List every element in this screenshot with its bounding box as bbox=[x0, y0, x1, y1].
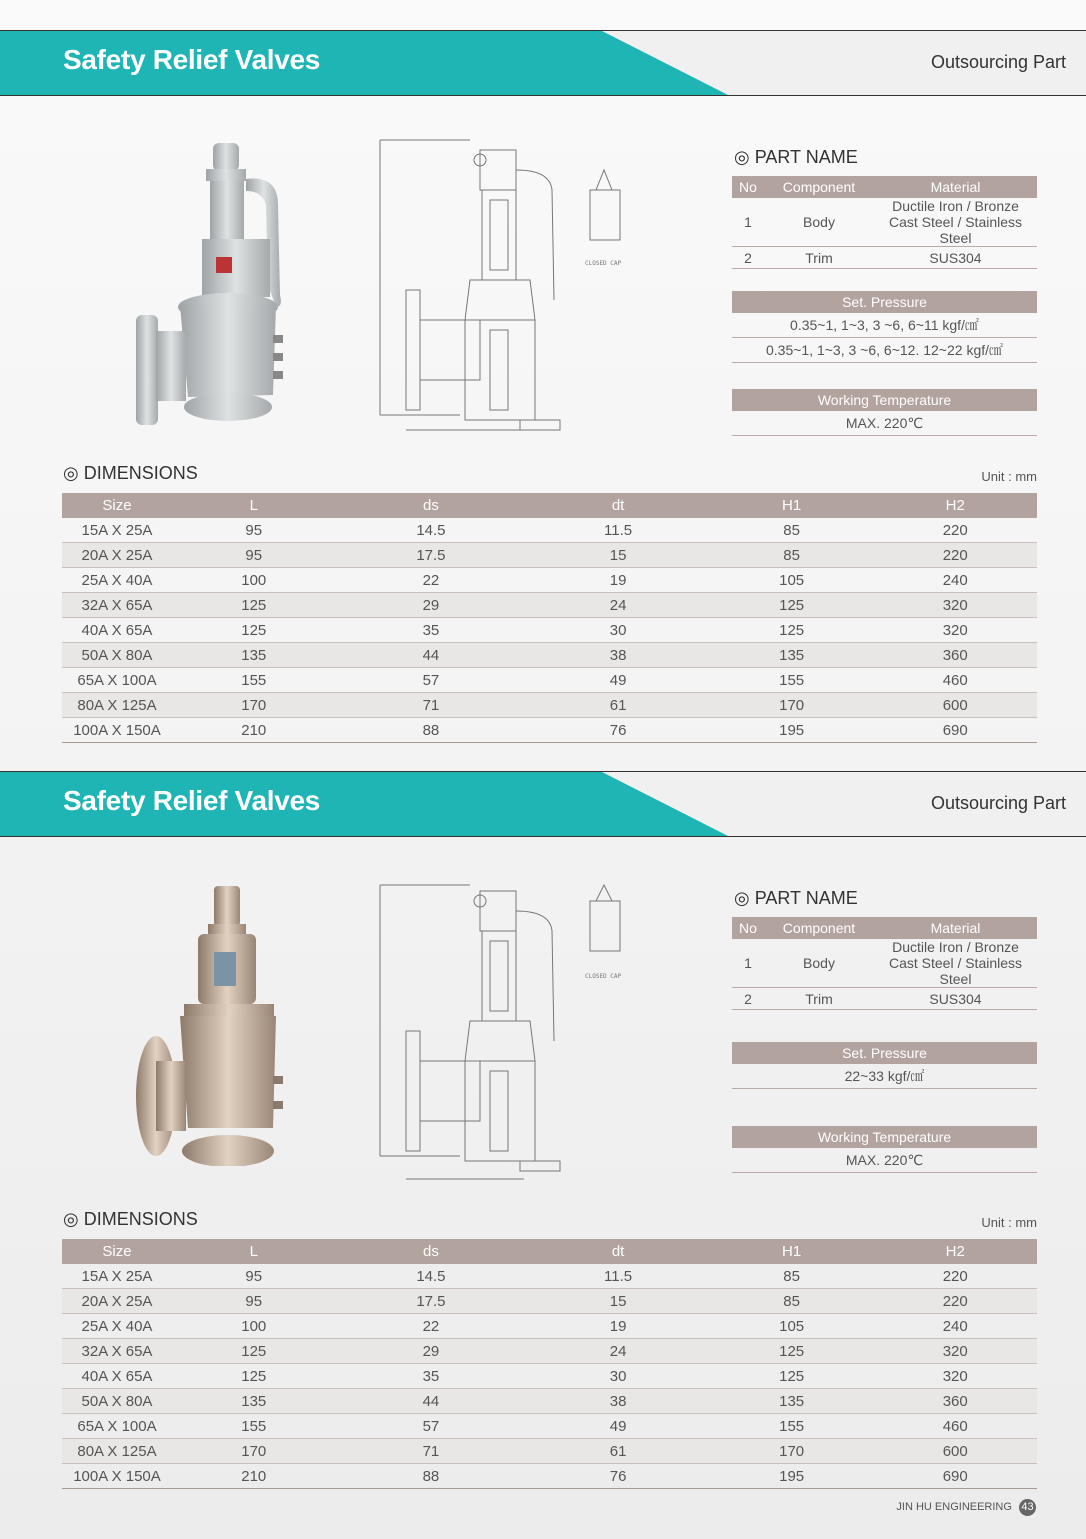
dimension-cell: 20A X 25A bbox=[62, 543, 172, 568]
part-no: 1 bbox=[732, 939, 764, 988]
dimension-cell: 155 bbox=[172, 1414, 336, 1439]
dimension-cell: 65A X 100A bbox=[62, 668, 172, 693]
set-pressure-value: 0.35~1, 1~3, 3 ~6, 6~11 kgf/㎠ bbox=[732, 313, 1037, 338]
dimension-cell: 220 bbox=[873, 543, 1037, 568]
set-pressure-heading: Set. Pressure bbox=[732, 1042, 1037, 1064]
dimension-cell: 25A X 40A bbox=[62, 1314, 172, 1339]
dimension-cell: 220 bbox=[873, 518, 1037, 543]
dimension-row bbox=[62, 1414, 1037, 1439]
dimension-cell: 360 bbox=[873, 1389, 1037, 1414]
dimension-row bbox=[62, 718, 1037, 743]
part-row bbox=[732, 247, 1037, 269]
dimension-cell: 14.5 bbox=[336, 518, 527, 543]
dimensions-body bbox=[62, 1264, 1037, 1489]
dimension-cell: 80A X 125A bbox=[62, 1439, 172, 1464]
dimension-row bbox=[62, 568, 1037, 593]
working-temperature-heading: Working Temperature bbox=[732, 389, 1037, 411]
dimension-cell: 88 bbox=[336, 718, 527, 743]
dimension-cell: 240 bbox=[873, 568, 1037, 593]
dimension-cell: 15A X 25A bbox=[62, 1264, 172, 1289]
unit-label: Unit : mm bbox=[981, 469, 1037, 484]
dimension-cell: 155 bbox=[710, 1414, 874, 1439]
set-pressure-value: 22~33 kgf/㎠ bbox=[732, 1064, 1037, 1089]
dimension-cell: 32A X 65A bbox=[62, 1339, 172, 1364]
dimension-cell: 20A X 25A bbox=[62, 1289, 172, 1314]
section-header bbox=[0, 771, 1086, 837]
dimension-cell: 29 bbox=[336, 1339, 527, 1364]
dimension-cell: 76 bbox=[526, 1464, 710, 1489]
dimension-cell: 240 bbox=[873, 1314, 1037, 1339]
dimension-cell: 19 bbox=[526, 1314, 710, 1339]
col-h2: H2 bbox=[873, 493, 1037, 518]
dimension-cell: 30 bbox=[526, 1364, 710, 1389]
dimension-cell: 35 bbox=[336, 1364, 527, 1389]
dimension-cell: 57 bbox=[336, 668, 527, 693]
dimension-cell: 22 bbox=[336, 1314, 527, 1339]
col-h1: H1 bbox=[710, 1239, 874, 1264]
dimension-cell: 125 bbox=[172, 618, 336, 643]
section-title: Safety Relief Valves bbox=[63, 785, 321, 816]
col-material: Material bbox=[874, 176, 1037, 198]
part-name-heading: ◎ PART NAME bbox=[734, 147, 858, 167]
dimension-cell: 35 bbox=[336, 618, 527, 643]
dimension-cell: 220 bbox=[873, 1289, 1037, 1314]
dimension-cell: 76 bbox=[526, 718, 710, 743]
part-material: SUS304 bbox=[874, 247, 1037, 269]
dimension-cell: 320 bbox=[873, 1364, 1037, 1389]
dimension-row bbox=[62, 668, 1037, 693]
dimension-cell: 14.5 bbox=[336, 1264, 527, 1289]
dimension-cell: 49 bbox=[526, 668, 710, 693]
dimension-cell: 100 bbox=[172, 1314, 336, 1339]
set-pressure-heading: Set. Pressure bbox=[732, 291, 1037, 313]
product-section-2 bbox=[0, 771, 1086, 1511]
part-name-heading: ◎ PART NAME bbox=[734, 888, 858, 908]
dimension-cell: 38 bbox=[526, 1389, 710, 1414]
part-material bbox=[874, 939, 1037, 988]
dimension-cell: 195 bbox=[710, 1464, 874, 1489]
valve-cross-section-drawing bbox=[370, 871, 660, 1181]
dimension-cell: 85 bbox=[710, 518, 874, 543]
part-name-table bbox=[732, 176, 1037, 269]
dimensions-heading: ◎ DIMENSIONS bbox=[63, 463, 198, 483]
dimension-cell: 155 bbox=[172, 668, 336, 693]
col-component: Component bbox=[764, 917, 874, 939]
dimension-row bbox=[62, 1289, 1037, 1314]
dimension-cell: 15A X 25A bbox=[62, 518, 172, 543]
col-size: Size bbox=[62, 1239, 172, 1264]
dimension-cell: 49 bbox=[526, 1414, 710, 1439]
dimension-cell: 210 bbox=[172, 718, 336, 743]
working-temperature-heading: Working Temperature bbox=[732, 1126, 1037, 1148]
dimension-cell: 600 bbox=[873, 693, 1037, 718]
col-size: Size bbox=[62, 493, 172, 518]
dimension-cell: 80A X 125A bbox=[62, 693, 172, 718]
dimensions-table bbox=[62, 1239, 1037, 1489]
col-l: L bbox=[172, 1239, 336, 1264]
dimension-cell: 38 bbox=[526, 643, 710, 668]
dimension-cell: 220 bbox=[873, 1264, 1037, 1289]
dimension-cell: 50A X 80A bbox=[62, 1389, 172, 1414]
dimension-cell: 210 bbox=[172, 1464, 336, 1489]
dimension-cell: 11.5 bbox=[526, 518, 710, 543]
dimension-cell: 85 bbox=[710, 1264, 874, 1289]
dimension-cell: 57 bbox=[336, 1414, 527, 1439]
dimension-cell: 125 bbox=[172, 593, 336, 618]
dimension-cell: 44 bbox=[336, 643, 527, 668]
dimension-cell: 170 bbox=[710, 693, 874, 718]
dimension-cell: 100 bbox=[172, 568, 336, 593]
dimension-cell: 105 bbox=[710, 568, 874, 593]
valve-cross-section-drawing bbox=[370, 130, 660, 440]
part-material-line: Ductile Iron / Bronze bbox=[892, 198, 1019, 214]
dimension-cell: 25A X 40A bbox=[62, 568, 172, 593]
part-table-header bbox=[732, 176, 1037, 198]
valve-photo bbox=[128, 135, 298, 425]
part-row bbox=[732, 988, 1037, 1010]
dimension-row bbox=[62, 1364, 1037, 1389]
dimension-cell: 29 bbox=[336, 593, 527, 618]
col-dt: dt bbox=[526, 493, 710, 518]
closed-cap-label: CLOSED CAP bbox=[585, 260, 622, 267]
dimension-cell: 155 bbox=[710, 668, 874, 693]
dimension-cell: 320 bbox=[873, 1339, 1037, 1364]
dimension-cell: 65A X 100A bbox=[62, 1414, 172, 1439]
part-component: Trim bbox=[764, 247, 874, 269]
dimension-cell: 460 bbox=[873, 668, 1037, 693]
dimension-row bbox=[62, 543, 1037, 568]
dimension-row bbox=[62, 593, 1037, 618]
dimension-cell: 32A X 65A bbox=[62, 593, 172, 618]
set-pressure-value: 0.35~1, 1~3, 3 ~6, 6~12. 12~22 kgf/㎠ bbox=[732, 338, 1037, 363]
dimension-row bbox=[62, 1464, 1037, 1489]
dimension-cell: 50A X 80A bbox=[62, 643, 172, 668]
dimension-cell: 195 bbox=[710, 718, 874, 743]
dimension-cell: 17.5 bbox=[336, 1289, 527, 1314]
col-dt: dt bbox=[526, 1239, 710, 1264]
part-component: Body bbox=[764, 939, 874, 988]
dimensions-header-row bbox=[62, 493, 1037, 518]
dimensions-body bbox=[62, 518, 1037, 743]
dimension-cell: 24 bbox=[526, 593, 710, 618]
dimension-cell: 11.5 bbox=[526, 1264, 710, 1289]
dimension-cell: 125 bbox=[710, 1339, 874, 1364]
dimension-cell: 320 bbox=[873, 593, 1037, 618]
dimension-cell: 19 bbox=[526, 568, 710, 593]
part-name-table bbox=[732, 917, 1037, 1010]
dimension-cell: 17.5 bbox=[336, 543, 527, 568]
dimension-cell: 460 bbox=[873, 1414, 1037, 1439]
working-temperature-value: MAX. 220℃ bbox=[732, 1148, 1037, 1173]
dimension-cell: 125 bbox=[172, 1364, 336, 1389]
dimension-row bbox=[62, 1339, 1037, 1364]
dimension-cell: 40A X 65A bbox=[62, 1364, 172, 1389]
dimension-cell: 85 bbox=[710, 1289, 874, 1314]
part-material-line: Cast Steel / Stainless Steel bbox=[888, 214, 1023, 246]
dimension-cell: 22 bbox=[336, 568, 527, 593]
dimension-row bbox=[62, 1389, 1037, 1414]
dimension-row bbox=[62, 1314, 1037, 1339]
dimension-cell: 135 bbox=[172, 1389, 336, 1414]
part-material: SUS304 bbox=[874, 988, 1037, 1010]
col-component: Component bbox=[764, 176, 874, 198]
dimensions-table bbox=[62, 493, 1037, 743]
dimension-cell: 95 bbox=[172, 518, 336, 543]
unit-label: Unit : mm bbox=[981, 1215, 1037, 1230]
dimension-cell: 105 bbox=[710, 1314, 874, 1339]
company-name: JIN HU ENGINEERING bbox=[896, 1501, 1012, 1513]
part-component: Body bbox=[764, 198, 874, 247]
dimension-cell: 170 bbox=[172, 693, 336, 718]
dimension-cell: 71 bbox=[336, 1439, 527, 1464]
working-temperature-value: MAX. 220℃ bbox=[732, 411, 1037, 436]
outsourcing-label: Outsourcing Part bbox=[930, 793, 1066, 813]
product-section-1 bbox=[0, 30, 1086, 770]
dimension-cell: 600 bbox=[873, 1439, 1037, 1464]
dimension-cell: 44 bbox=[336, 1389, 527, 1414]
dimension-row bbox=[62, 693, 1037, 718]
dimension-row bbox=[62, 1439, 1037, 1464]
dimension-cell: 170 bbox=[172, 1439, 336, 1464]
col-material: Material bbox=[874, 917, 1037, 939]
dimensions-header-row bbox=[62, 1239, 1037, 1264]
working-temperature-box bbox=[732, 389, 1037, 436]
dimension-row bbox=[62, 1264, 1037, 1289]
dimensions-heading: ◎ DIMENSIONS bbox=[63, 1209, 198, 1229]
dimension-cell: 125 bbox=[172, 1339, 336, 1364]
page-footer bbox=[896, 1499, 1036, 1516]
dimension-cell: 100A X 150A bbox=[62, 718, 172, 743]
section-header bbox=[0, 30, 1086, 96]
dimension-cell: 95 bbox=[172, 543, 336, 568]
part-material bbox=[874, 198, 1037, 247]
page-number: 43 bbox=[1019, 1499, 1036, 1516]
dimension-row bbox=[62, 518, 1037, 543]
dimension-cell: 61 bbox=[526, 693, 710, 718]
dimension-cell: 690 bbox=[873, 1464, 1037, 1489]
part-component: Trim bbox=[764, 988, 874, 1010]
part-row bbox=[732, 198, 1037, 247]
dimension-cell: 135 bbox=[172, 643, 336, 668]
dimension-cell: 85 bbox=[710, 543, 874, 568]
part-no: 1 bbox=[732, 198, 764, 247]
dimension-cell: 135 bbox=[710, 1389, 874, 1414]
outsourcing-label: Outsourcing Part bbox=[930, 52, 1066, 72]
part-material-line: Cast Steel / Stainless Steel bbox=[888, 955, 1023, 987]
dimension-cell: 15 bbox=[526, 1289, 710, 1314]
dimension-cell: 71 bbox=[336, 693, 527, 718]
dimension-row bbox=[62, 643, 1037, 668]
valve-photo bbox=[128, 876, 298, 1166]
dimension-cell: 24 bbox=[526, 1339, 710, 1364]
dimension-cell: 125 bbox=[710, 593, 874, 618]
dimension-cell: 360 bbox=[873, 643, 1037, 668]
dimension-cell: 170 bbox=[710, 1439, 874, 1464]
dimension-cell: 30 bbox=[526, 618, 710, 643]
col-h1: H1 bbox=[710, 493, 874, 518]
col-ds: ds bbox=[336, 493, 527, 518]
dimension-cell: 125 bbox=[710, 618, 874, 643]
dimension-cell: 40A X 65A bbox=[62, 618, 172, 643]
dimension-cell: 15 bbox=[526, 543, 710, 568]
section-title: Safety Relief Valves bbox=[63, 44, 321, 75]
dimension-cell: 95 bbox=[172, 1264, 336, 1289]
part-material-line: Ductile Iron / Bronze bbox=[892, 939, 1019, 955]
dimension-cell: 95 bbox=[172, 1289, 336, 1314]
col-no: No bbox=[732, 917, 764, 939]
set-pressure-box bbox=[732, 291, 1037, 363]
part-no: 2 bbox=[732, 988, 764, 1010]
dimension-cell: 690 bbox=[873, 718, 1037, 743]
dimension-cell: 135 bbox=[710, 643, 874, 668]
working-temperature-box bbox=[732, 1126, 1037, 1173]
dimension-cell: 100A X 150A bbox=[62, 1464, 172, 1489]
dimension-cell: 125 bbox=[710, 1364, 874, 1389]
dimension-cell: 88 bbox=[336, 1464, 527, 1489]
dimension-row bbox=[62, 618, 1037, 643]
part-table-header bbox=[732, 917, 1037, 939]
set-pressure-box bbox=[732, 1042, 1037, 1089]
col-ds: ds bbox=[336, 1239, 527, 1264]
part-no: 2 bbox=[732, 247, 764, 269]
part-row bbox=[732, 939, 1037, 988]
dimension-cell: 61 bbox=[526, 1439, 710, 1464]
dimension-cell: 320 bbox=[873, 618, 1037, 643]
closed-cap-label: CLOSED CAP bbox=[585, 973, 622, 980]
col-h2: H2 bbox=[873, 1239, 1037, 1264]
col-no: No bbox=[732, 176, 764, 198]
col-l: L bbox=[172, 493, 336, 518]
